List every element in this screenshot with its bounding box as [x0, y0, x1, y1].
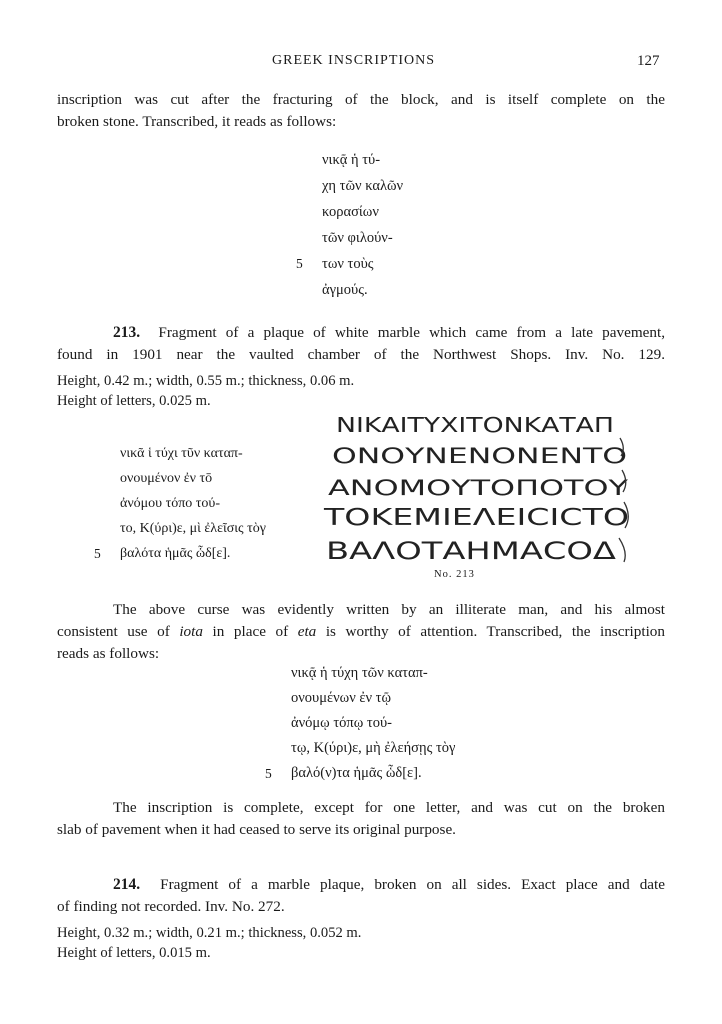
inscription-line: το, Κ(ύρι)ε, μὶ ἐλεῖσις τὸγ — [120, 521, 266, 536]
facsimile-line: ΟΝΟΥΝΕΝΟΝΕΝΤΟ — [332, 444, 627, 468]
facsimile-line: ΑΝΟΜΟΥΤΟΠΟΤΟΥ — [328, 476, 629, 500]
line-number: 5 — [296, 256, 303, 271]
page-number: 127 — [637, 53, 660, 69]
conclusion-line-1: The inscription is complete, except for one letter, and was cut on the broken — [113, 799, 665, 816]
line-number: 5 — [94, 546, 101, 561]
entry-213-line-2: found in 1901 near the vaulted chamber of the Northwest Shops. Inv. No. 129. — [57, 346, 665, 363]
transcription-212 — [296, 147, 404, 303]
running-title: GREEK INSCRIPTIONS — [272, 53, 436, 68]
inscription-line: νικᾶ ἱ τύχι τῦν καταπ- — [120, 446, 243, 461]
transcription-line: ἀνόμῳ τόπῳ τού- — [291, 715, 392, 731]
transcription-213 — [265, 661, 456, 786]
transcription-line: 5 βαλό(ν)τα ἡμᾶς ὧδ[ε]. — [291, 761, 455, 786]
line-number: 5 — [265, 766, 272, 781]
entry-number: 214. — [113, 876, 141, 893]
entry-number: 213. — [113, 324, 141, 341]
figure-caption: No. 213 — [434, 569, 475, 580]
transcription-line: χη τῶν καλῶν — [322, 178, 404, 194]
letter-height-line: Height of letters, 0.015 m. — [57, 945, 211, 961]
discussion-line-3: reads as follows: — [57, 645, 160, 662]
transcription-line: νικᾷ ἡ τύ- — [322, 152, 381, 168]
transcription-line: κορασίων — [322, 204, 379, 220]
italic-term: iota — [179, 623, 203, 640]
entry-213-line-1: 213. Fragment of a plaque of white marble which came from a late pavement, — [113, 324, 666, 341]
facsimile-line: ΝΙΚΑΙΤΥΧΙΤΟΝΚΑΤΑΠ — [336, 413, 614, 437]
intro-line-1: inscription was cut after the fracturing of the block, and is itself complete on the — [57, 91, 665, 108]
entry-213-dimensions — [57, 371, 354, 411]
transcription-line: νικᾷ ἡ τύχη τῶν καταπ- — [291, 665, 428, 681]
facsimile-line: ΒΑΛΟΤΑΗΜΑCΟΔ — [326, 537, 617, 565]
transcription-line: ἀγμούς. — [322, 282, 368, 298]
transcription-line: 5 των τοὺς — [322, 251, 403, 277]
intro-paragraph — [57, 89, 665, 133]
transcription-line: τῶν φιλούν- — [322, 230, 393, 246]
dimensions-line: Height, 0.32 m.; width, 0.21 m.; thickness, 0.052 m. — [57, 925, 362, 941]
running-header — [0, 53, 722, 73]
transcription-line: ονουμένων ἐν τῷ — [291, 690, 392, 706]
entry-214-line-2: of finding not recorded. Inv. No. 272. — [57, 898, 285, 915]
inscription-line: ἀνόμου τόπο τού- — [120, 496, 221, 511]
entry-214-description — [57, 874, 665, 918]
letter-height-line: Height of letters, 0.025 m. — [57, 393, 211, 409]
inscription-line: 5 βαλότα ἡμᾶς ὧδ[ε]. — [120, 541, 266, 566]
discussion-line-1: The above curse was evidently written by an illiterate man, and his almost — [113, 601, 665, 618]
intro-line-2: broken stone. Transcribed, it reads as follows: — [57, 113, 337, 130]
entry-214-dimensions — [57, 923, 361, 963]
dimensions-line: Height, 0.42 m.; width, 0.55 m.; thickness, 0.06 m. — [57, 373, 355, 389]
conclusion-paragraph — [57, 797, 665, 841]
facsimile-line: ΤΟΚΕΜΙΕΛΕΙCICΤΟ — [322, 505, 629, 531]
entry-213-description — [57, 322, 665, 366]
transcription-line: τῳ, Κ(ύρι)ε, μὴ ἐλεήσῃς τὸγ — [291, 740, 456, 756]
discussion-paragraph — [57, 599, 665, 665]
italic-term: eta — [297, 623, 317, 640]
discussion-line-2: consistent use of iota in place of eta is worthy of attention. Transcribed, the inscription — [57, 623, 665, 640]
inscription-facsimile — [320, 412, 635, 567]
conclusion-line-2: slab of pavement when it had ceased to serve its original purpose. — [57, 821, 456, 838]
entry-214-line-1: 214. Fragment of a marble plaque, broken on all sides. Exact place and date — [113, 876, 666, 893]
entry-213-text — [94, 441, 266, 566]
inscription-line: ονουμένον ἐν τō — [120, 471, 213, 486]
